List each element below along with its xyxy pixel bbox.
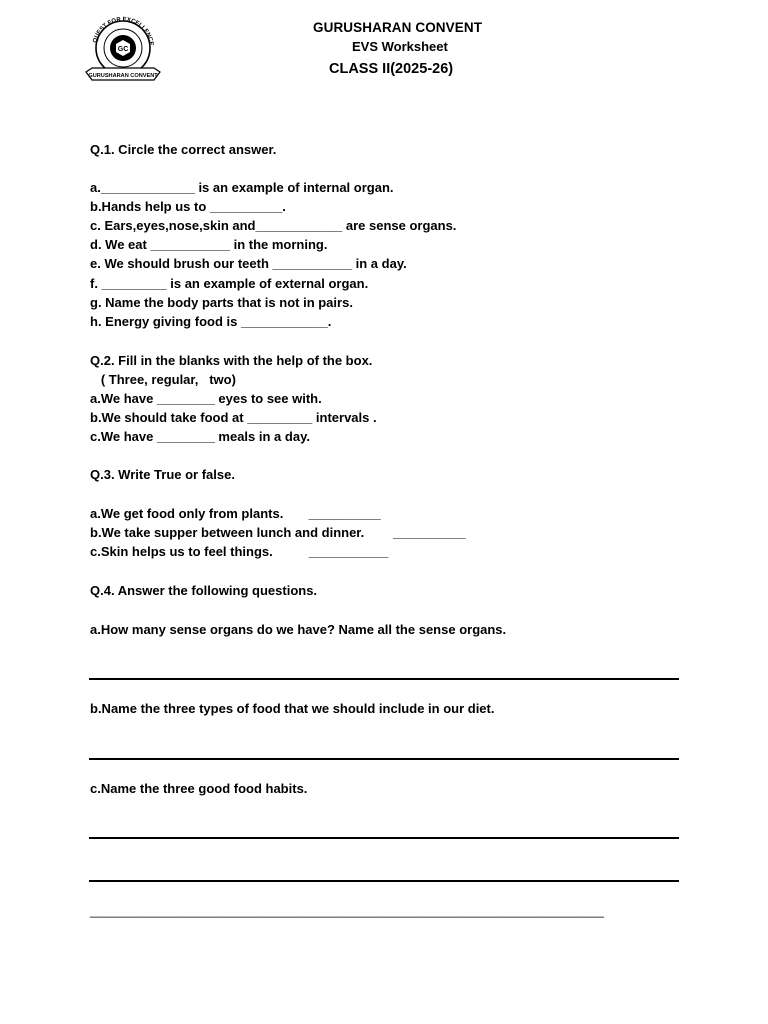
q4-heading: Q.4. Answer the following questions. bbox=[90, 583, 318, 598]
q1-item-f: f. _________ is an example of external organ. bbox=[90, 276, 369, 291]
q1-item-d: d. We eat ___________ in the morning. bbox=[90, 237, 328, 252]
q1-item-c: c. Ears,eyes,nose,skin and____________ are sense organs. bbox=[90, 218, 457, 233]
q3-item-c: c.Skin helps us to feel things. ___________ bbox=[90, 544, 389, 559]
logo-initials: GC bbox=[117, 46, 129, 53]
q4-item-c: c.Name the three good food habits. bbox=[90, 781, 308, 796]
answer-line bbox=[89, 758, 679, 760]
q2-heading: Q.2. Fill in the blanks with the help of the box. bbox=[90, 353, 373, 368]
q4-item-b: b.Name the three types of food that we should include in our diet. bbox=[90, 701, 495, 716]
q1-item-g: g. Name the body parts that is not in pairs. bbox=[90, 295, 353, 310]
logo-top-text: QUEST FOR EXCELLENCE bbox=[92, 16, 154, 47]
q3-heading: Q.3. Write True or false. bbox=[90, 467, 235, 482]
school-name: GURUSHARAN CONVENT bbox=[313, 20, 483, 35]
final-answer-line: _____________________________________________________________________________ bbox=[90, 904, 604, 918]
q1-item-b: b.Hands help us to __________. bbox=[90, 199, 286, 214]
q4-item-a: a.How many sense organs do we have? Name all the sense organs. bbox=[90, 622, 507, 637]
school-logo bbox=[82, 14, 164, 88]
q2-item-a: a.We have ________ eyes to see with. bbox=[90, 391, 322, 406]
q1-heading: Q.1. Circle the correct answer. bbox=[90, 142, 277, 157]
answer-line bbox=[89, 880, 679, 882]
worksheet-subtitle: EVS Worksheet bbox=[352, 39, 448, 54]
answer-line bbox=[89, 837, 679, 839]
answer-line bbox=[89, 678, 679, 680]
q2-item-c: c.We have ________ meals in a day. bbox=[90, 429, 310, 444]
class-title: CLASS II(2025-26) bbox=[329, 61, 454, 77]
q2-item-b: b.We should take food at _________ intervals . bbox=[90, 410, 377, 425]
q1-item-h: h. Energy giving food is ____________. bbox=[90, 314, 332, 329]
q1-item-a: a._____________ is an example of internal organ. bbox=[90, 180, 394, 195]
q3-item-a: a.We get food only from plants. __________ bbox=[90, 506, 381, 521]
q2-word-box: ( Three, regular, two) bbox=[90, 372, 236, 387]
logo-bottom-text: GURUSHARAN CONVENT bbox=[88, 73, 158, 79]
q3-item-b: b.We take supper between lunch and dinner. __________ bbox=[90, 525, 466, 540]
q1-item-e: e. We should brush our teeth ___________ in a day. bbox=[90, 256, 407, 271]
